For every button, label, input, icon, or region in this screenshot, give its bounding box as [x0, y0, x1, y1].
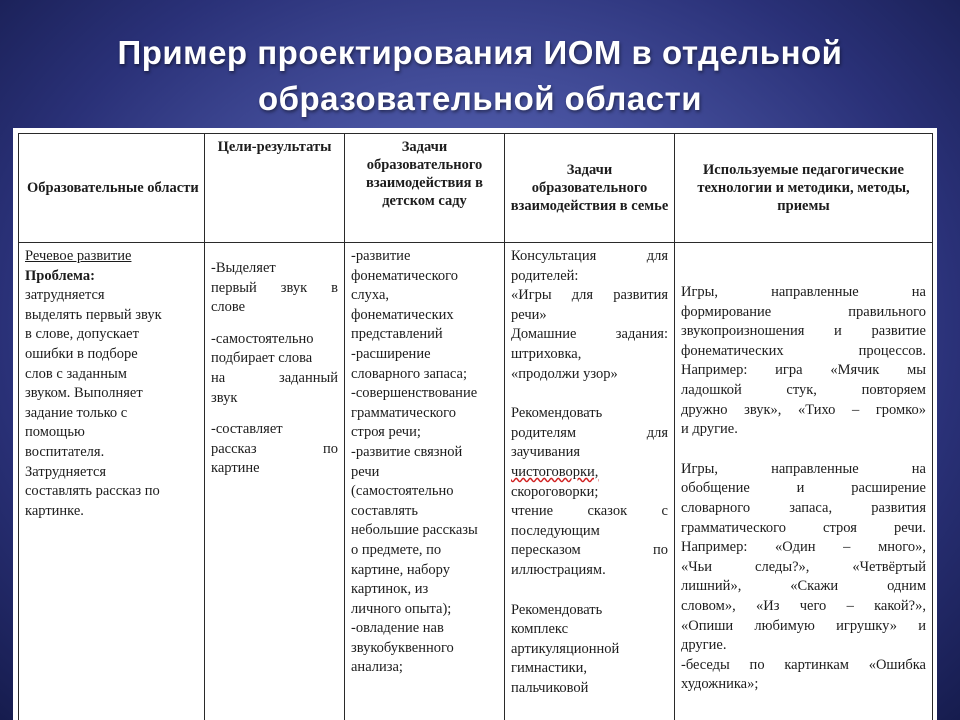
text-line: обобщение и расширение: [681, 480, 926, 497]
text-line: иллюстрациям.: [511, 561, 606, 578]
text-line: анализа;: [351, 659, 403, 676]
text-line: пересказом по: [511, 542, 668, 559]
header-goals-results: Цели-результаты: [205, 134, 345, 243]
text-line: ошибки в подборе: [25, 345, 138, 362]
text-line: фонематического: [351, 267, 458, 284]
text-line: картинок, из: [351, 581, 429, 598]
text-line: словарного запаса;: [351, 365, 467, 382]
text-line: и другие.: [681, 421, 738, 438]
text-line: фонематических процессов.: [681, 342, 926, 359]
family-task-group-3: [511, 601, 668, 699]
text-line: речи»: [511, 306, 547, 323]
text-line: слуха,: [351, 287, 390, 304]
text-line: скороговорки;: [511, 483, 599, 500]
goal-group-2: [211, 330, 338, 408]
text-line: -составляет: [211, 421, 283, 438]
header-educational-areas: Образовательные области: [19, 134, 205, 243]
text-line: гимнастики,: [511, 660, 588, 677]
text-line: комплекс: [511, 621, 569, 638]
text-line: -расширение: [351, 345, 431, 362]
subject-label: Речевое развитие: [25, 248, 132, 264]
cell-tasks-family: [505, 243, 675, 720]
text-line: небольшие рассказы: [351, 522, 478, 539]
header-tasks-family: Задачи образовательного взаимодействия в семье: [505, 134, 675, 243]
text-line: -беседы по картинкам «Ошибка: [681, 656, 926, 673]
header-tasks-kindergarten: Задачи образовательного взаимодействия в детском саду: [345, 134, 505, 243]
text-line: на заданный: [211, 369, 338, 386]
text-line: художника»;: [681, 676, 759, 693]
text-line: слов с заданным: [25, 365, 127, 382]
text-line: затрудняется: [25, 287, 105, 304]
iom-table: [18, 133, 933, 720]
text-line: родителям для: [511, 424, 668, 441]
text-line: воспитателя.: [25, 443, 105, 460]
problem-description: [25, 286, 198, 521]
text-line: строя речи;: [351, 424, 421, 441]
problem-label: Проблема:: [25, 267, 95, 284]
text-line: словарного запаса, развития: [681, 499, 926, 516]
text-line: «Опиши любимую игрушку» и: [681, 617, 926, 634]
text-line: Консультация для: [511, 248, 668, 264]
text-line: Игры, направленные на: [681, 460, 926, 477]
text-line: последующим: [511, 522, 600, 539]
text-line: другие.: [681, 637, 727, 654]
cell-tasks-kindergarten: [345, 243, 505, 720]
text-line: заучивания: [511, 444, 581, 461]
text-line: помощью: [25, 424, 85, 441]
text-line: пальчиковой: [511, 679, 589, 696]
text-line: Домашние задания:: [511, 326, 668, 343]
text-line: Рекомендовать: [511, 601, 603, 618]
text-line: чтение сказок с: [511, 503, 668, 520]
text-line: (самостоятельно: [351, 483, 454, 500]
text-line: Игры, направленные на: [681, 284, 926, 300]
goal-group-3: [211, 420, 338, 479]
text-line: чистоговорки,: [511, 463, 599, 480]
text-line: Затрудняется: [25, 463, 107, 480]
text-line: подбирает слова: [211, 350, 313, 367]
text-line: «продолжи узор»: [511, 365, 618, 382]
text-line: звук: [211, 389, 238, 406]
method-group-1: [681, 283, 926, 440]
text-line: в слове, допускает: [25, 326, 139, 343]
header-technologies-methods: Используемые педагогические технологии и методики, методы, приемы: [675, 134, 933, 243]
text-line: звукобуквенного: [351, 639, 454, 656]
text-line: Например: игра «Мячик мы: [681, 362, 926, 379]
text-line: -развитие: [351, 248, 411, 264]
text-line: первый звук в: [211, 279, 338, 296]
text-line: речи: [351, 463, 380, 480]
text-line: представлений: [351, 326, 443, 343]
text-line: артикуляционной: [511, 640, 620, 657]
text-line: задание только с: [25, 404, 128, 421]
text-line: личного опыта);: [351, 600, 452, 617]
text-line: рассказ по: [211, 440, 338, 457]
text-line: звуком. Выполняет: [25, 385, 143, 402]
text-line: картине: [211, 460, 260, 477]
method-group-2: [681, 460, 926, 695]
text-line: -совершенствование: [351, 385, 478, 402]
text-line: звукопроизношения и развитие: [681, 323, 926, 340]
text-line: фонематических: [351, 306, 454, 323]
family-task-group-1: [511, 247, 668, 384]
text-line: лишний», «Скажи одним: [681, 578, 926, 595]
text-line: Рекомендовать: [511, 405, 603, 422]
text-line: -самостоятельно: [211, 330, 314, 347]
text-line: словом», «Из чего – какой?»,: [681, 597, 926, 614]
table-header-row: [19, 134, 933, 243]
text-line: -развитие связной: [351, 443, 463, 460]
text-line: картине, набору: [351, 561, 450, 578]
text-line: формирование правильного: [681, 303, 926, 320]
text-line: «Чьи следы?», «Четвёртый: [681, 558, 926, 575]
text-line: слове: [211, 299, 246, 316]
text-line: выделять первый звук: [25, 306, 162, 323]
text-line: о предмете, по: [351, 541, 442, 558]
cell-goals-results: [205, 243, 345, 720]
text-line: картинке.: [25, 502, 84, 519]
slide-title-line-1: Пример проектирования ИОМ в отдельной: [117, 34, 843, 71]
text-line: составлять рассказ по: [25, 483, 160, 500]
text-line: штриховка,: [511, 345, 582, 362]
cell-educational-area: [19, 243, 205, 720]
text-line: ладошкой стук, повторяем: [681, 381, 926, 398]
text-line: составлять: [351, 502, 418, 519]
text-line: грамматического: [351, 404, 456, 421]
text-line: родителей:: [511, 267, 579, 284]
goal-group-1: [211, 259, 338, 318]
family-task-group-2: [511, 404, 668, 580]
text-line: Например: «Один – много»,: [681, 539, 926, 556]
text-line: -овладение нав: [351, 620, 444, 637]
scanned-table-sheet: [13, 128, 937, 720]
table-row: [19, 243, 933, 720]
text-line: -Выделяет: [211, 260, 276, 276]
text-line: грамматического строя речи.: [681, 519, 926, 536]
text-line: «Игры для развития: [511, 287, 668, 304]
text-line: дружно звук», «Тихо – громко»: [681, 401, 926, 418]
cell-technologies-methods: [675, 243, 933, 720]
slide-title-line-2: образовательной области: [257, 80, 703, 117]
slide-title: [0, 30, 960, 122]
